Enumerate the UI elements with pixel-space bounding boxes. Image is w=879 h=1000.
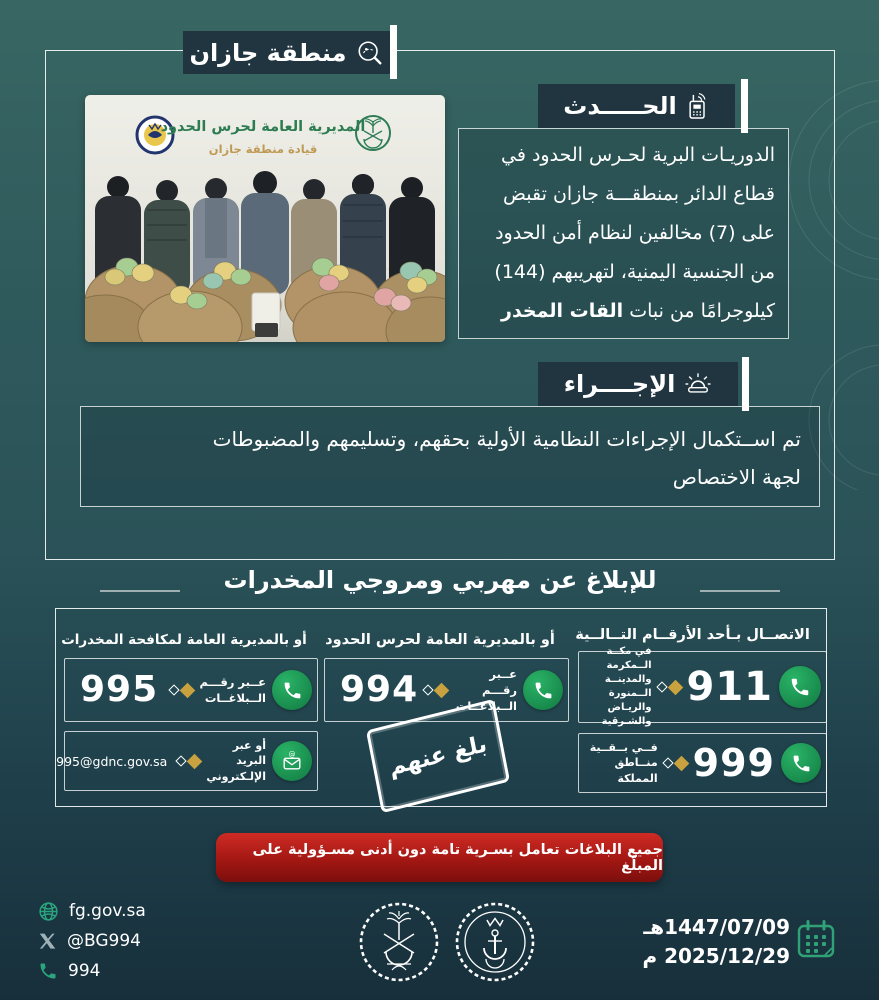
footer-contacts <box>38 899 146 989</box>
phone-911-number: 911 <box>686 664 773 710</box>
phone-text: 994 <box>68 961 101 981</box>
twitter-text: @BG994 <box>67 931 141 951</box>
phone-994-number: 994 <box>340 669 419 710</box>
calendar-icon <box>795 918 837 962</box>
twitter-row[interactable] <box>38 929 146 953</box>
event-accent-bar <box>741 79 748 133</box>
x-icon <box>38 932 57 951</box>
email-icon <box>272 741 312 781</box>
event-body-line-last: كيلوجرامًا من نبات القات المخدر <box>501 300 775 322</box>
phone-icon <box>523 670 563 710</box>
website-row[interactable] <box>38 899 146 923</box>
phone-995-box[interactable] <box>64 658 318 722</box>
footer-emblems <box>356 896 538 986</box>
phone-995-label: عــبر رقـــم الــبلاغــات <box>199 674 266 705</box>
backdrop-org-subtitle: قيادة منطقة جازان <box>208 142 318 156</box>
phone-995-number: 995 <box>80 669 159 710</box>
evidence-items <box>252 293 280 337</box>
phone-icon <box>781 743 821 783</box>
website-text: fg.gov.sa <box>69 901 146 921</box>
email-box[interactable] <box>56 731 318 791</box>
event-header <box>538 84 735 128</box>
seizure-photo <box>85 95 445 342</box>
phone-994-label: عــبر رقـــم الــبلاغــات <box>455 666 517 714</box>
phone-row[interactable] <box>38 959 146 983</box>
procedure-body-box <box>80 406 820 507</box>
event-body-line: الدوريـات البرية لحـرس الحدود في <box>501 144 775 166</box>
confidentiality-banner: جميع البلاغات تعامل بسـرية تامة دون أدنى مسـؤولية على المبلّغ <box>216 833 663 882</box>
radio-icon <box>686 92 710 120</box>
event-body-line: من الجنسية اليمنية، لتهريبهم (144) <box>494 261 775 283</box>
diamond-bullet <box>170 685 193 696</box>
procedure-body-line: لجهة الاختصاص <box>672 465 801 489</box>
phone-icon <box>38 961 58 981</box>
diamond-bullet <box>658 682 681 693</box>
phone-911-box[interactable] <box>578 646 827 727</box>
event-title: الحـــــدث <box>563 92 677 120</box>
event-bold-phrase: القات المخدر <box>501 300 624 322</box>
email-address[interactable]: 995@gdnc.gov.sa <box>56 753 168 769</box>
report-title: للإبلاغ عن مهربي ومروجي المخدرات <box>223 566 657 594</box>
gregorian-date: 2025/12/29 م <box>642 944 790 968</box>
call-column-header: الاتصــال بـأحد الأرقــام التــالــية <box>575 627 810 643</box>
backdrop-org-title: المديرية العامة لحرس الحدود <box>160 119 366 135</box>
diamond-bullet <box>177 756 200 767</box>
footer-dates <box>630 913 790 971</box>
narcotics-column-header: أو بالمديرية العامة لمكافحة المخدرات <box>61 632 307 648</box>
diamond-bullet <box>424 685 447 696</box>
region-tag <box>183 31 390 74</box>
procedure-title: الإجــــراء <box>563 370 676 398</box>
svg-text:@: @ <box>288 750 296 759</box>
moi-emblem <box>356 896 442 986</box>
phone-999-box[interactable] <box>578 733 827 793</box>
event-body-box <box>458 128 789 339</box>
siren-icon <box>684 371 712 397</box>
region-label: منطقة جازان <box>189 38 347 67</box>
procedure-body-line: تم اســتكمال الإجراءات النظامية الأولية بحقهم، وتسليمهم والمضبوطات <box>212 427 801 451</box>
map-search-icon <box>356 39 384 67</box>
phone-999-number: 999 <box>692 741 775 785</box>
phone-999-label: فــي بــقــية منــاطق المملكة <box>589 740 658 785</box>
email-label: أو عبر البريد الإلـكتروني <box>206 738 266 783</box>
procedure-header <box>538 362 738 406</box>
diamond-bullet <box>664 758 687 769</box>
border-guard-column-header: أو بالمديرية العامة لحرس الحدود <box>325 632 555 648</box>
border-guard-emblem <box>452 896 538 986</box>
phone-icon <box>779 666 821 708</box>
region-accent-bar <box>390 25 397 79</box>
event-body-line: على (7) مخالفين لنظام أمن الحدود <box>495 222 775 244</box>
phone-911-label: في مكــة الــمكرمة والمدينــة الــمنورة والريـاض والشـرقية <box>601 646 652 727</box>
phone-icon <box>272 670 312 710</box>
report-them-stamp: بلغ عنهم <box>366 699 510 814</box>
event-body-line: قطاع الدائر بمنطقـــة جازان تقبض <box>503 183 775 205</box>
procedure-accent-bar <box>742 357 749 411</box>
globe-icon <box>38 901 59 922</box>
hijri-date: 1447/07/09هـ <box>643 915 790 939</box>
